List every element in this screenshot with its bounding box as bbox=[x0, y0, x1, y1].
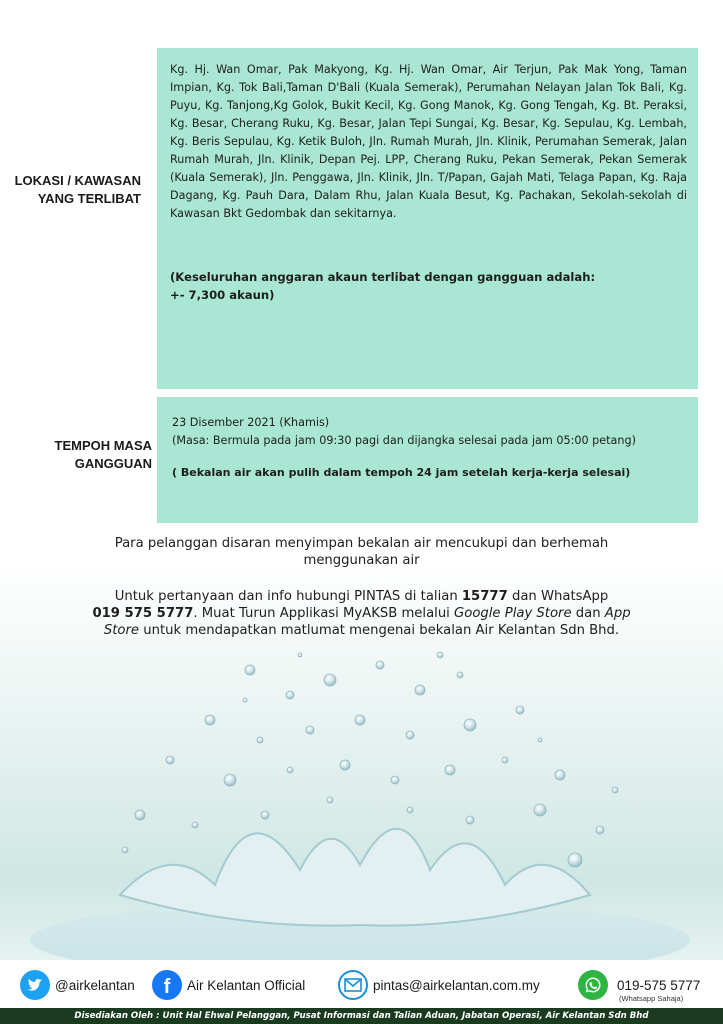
facebook-contact[interactable] bbox=[152, 970, 305, 1000]
contact-part4: dan bbox=[571, 606, 605, 621]
whatsapp-icon bbox=[578, 970, 608, 1000]
email-address: pintas@airkelantan.com.my bbox=[373, 977, 540, 993]
app-store-word1: App bbox=[604, 606, 631, 621]
affected-accounts-line1: (Keseluruhan anggaran akaun terlibat dengan gangguan adalah: bbox=[170, 270, 596, 284]
location-label-line2: YANG TERLIBAT bbox=[37, 191, 141, 206]
contact-part1: Untuk pertanyaan dan info hubungi PINTAS di talian bbox=[114, 589, 462, 604]
disruption-time: (Masa: Bermula pada jam 09:30 pagi dan dijangka selesai pada jam 05:00 petang) bbox=[172, 434, 636, 447]
email-contact[interactable] bbox=[338, 970, 540, 1000]
location-box bbox=[157, 48, 698, 389]
whatsapp-footer-number: 019-575 5777 bbox=[617, 977, 701, 993]
contact-part3: . Muat Turun Applikasi MyAKSB melalui bbox=[193, 606, 455, 621]
advice-line1: Para pelanggan disaran menyimpan bekalan air mencukupi dan berhemah bbox=[114, 536, 609, 551]
pintas-hotline: 15777 bbox=[461, 589, 508, 604]
affected-areas-text: Kg. Hj. Wan Omar, Pak Makyong, Kg. Hj. Wan Omar, Air Terjun, Pak Mak Yong, Taman Impian, Kg. Tok Bali,Taman D'Bali (Kuala Semerak), Perumahan Nelayan Jalan Tok Bali, Kg. Puyu, Kg. Tanjong,Kg Golok, Bukit Kecil, Kg. Gong Manok, Kg. Gong Tengah, Kg. Bt. Peraksi, Kg. Besar, Cherang Ruku, Kg. Besar, Jalan Tepi Sungai, Kg. Besar, Kg. Sepulau, Kg. Lembah, Kg. Beris Sepulau, Kg. Ketik Buloh, Jln. Rumah Murah, Jln. Klinik, Perumahan Semerak, Jalan Rumah Murah, Jln. Klinik, Depan Pej. LPP, Cherang Ruku, Pekan Semerak, Pekan Semerak (Kuala Semerak), Jln. Penggawa, Jln. Klinik, Jln. T/Papan, Gajah Mati, Telaga Papan, Kg. Raja Dagang, Kg. Pauh Dara, Dalam Rhu, Jalan Kuala Besut, Kg. Pachakan, Sekolah-sekolah di Kawasan Bkt Gedombak dan sekitarnya. bbox=[170, 63, 687, 220]
whatsapp-number: 019 575 5777 bbox=[92, 606, 194, 621]
google-play-store: Google Play Store bbox=[454, 606, 572, 621]
advice-notice bbox=[30, 535, 693, 569]
contact-part2: dan WhatsApp bbox=[507, 589, 609, 604]
twitter-icon bbox=[20, 970, 50, 1000]
advice-line2: menggunakan air bbox=[303, 553, 420, 568]
location-label bbox=[0, 172, 141, 208]
duration-label-line1: TEMPOH MASA bbox=[54, 438, 152, 453]
facebook-name: Air Kelantan Official bbox=[187, 977, 306, 993]
duration-label-line2: GANGGUAN bbox=[74, 456, 152, 471]
twitter-contact[interactable] bbox=[20, 970, 135, 1000]
disruption-date: 23 Disember 2021 (Khamis) bbox=[172, 416, 330, 429]
restore-note: ( Bekalan air akan pulih dalam tempoh 24 jam setelah kerja-kerja selesai) bbox=[172, 466, 631, 479]
twitter-handle: @airkelantan bbox=[55, 977, 135, 993]
app-store-word2: Store bbox=[103, 623, 140, 638]
facebook-icon: f bbox=[152, 970, 182, 1000]
water-splash-image bbox=[0, 640, 723, 960]
email-icon bbox=[338, 970, 368, 1000]
whatsapp-only-note: (Whatsapp Sahaja) bbox=[619, 994, 684, 1003]
contact-notice bbox=[40, 588, 683, 639]
duration-label bbox=[0, 437, 152, 473]
affected-accounts-line2: +- 7,300 akaun) bbox=[170, 288, 275, 302]
prepared-by-bar: Disediakan Oleh : Unit Hal Ehwal Pelanggan, Pusat Informasi dan Talian Aduan, Jabatan Operasi, Air Kelantan Sdn Bhd bbox=[0, 1008, 723, 1024]
contact-footer bbox=[0, 960, 723, 1008]
location-label-line1: LOKASI / KAWASAN bbox=[14, 173, 141, 188]
duration-box bbox=[157, 397, 698, 523]
contact-part5: untuk mendapatkan matlumat mengenai bekalan Air Kelantan Sdn Bhd. bbox=[139, 623, 620, 638]
